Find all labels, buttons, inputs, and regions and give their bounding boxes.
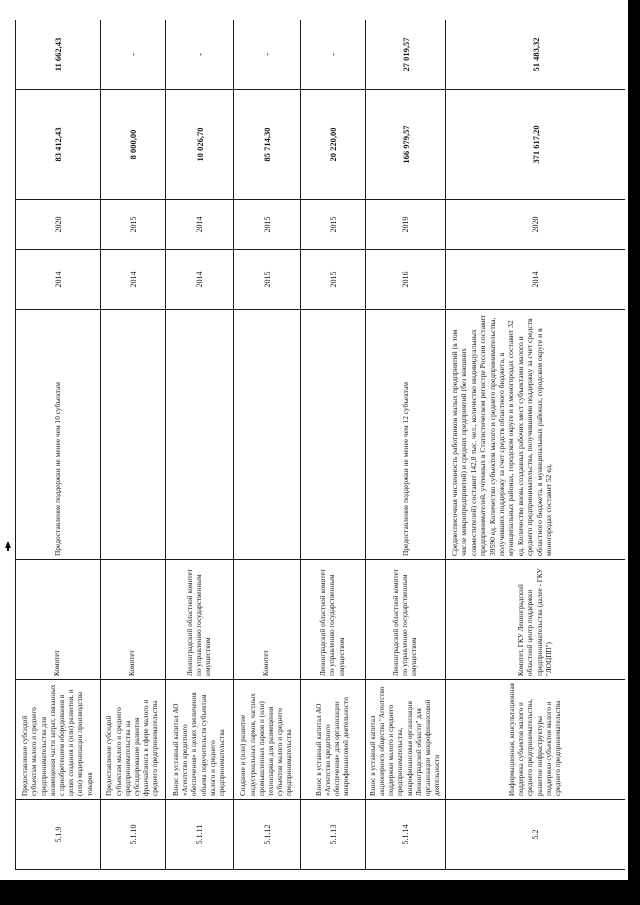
amount-cell-a: 20 220,00 <box>301 90 366 200</box>
measure-description: Взнос в уставный капитал АО «Агентство кредитного обеспечения» для организации микрофинансовой деятельности <box>301 680 366 800</box>
responsible-executor: Ленинградский областной комитет по управлению государственным имуществом <box>366 560 446 680</box>
row-number: 5.1.13 <box>301 800 366 870</box>
start-year: 2014 <box>101 250 166 310</box>
program-measures-table <box>15 20 625 870</box>
end-year: 2019 <box>366 200 446 250</box>
expected-result <box>234 310 301 560</box>
scan-mark-icon <box>5 541 11 548</box>
amount-cell-a: 83 412,43 <box>16 90 101 200</box>
amount-cell-b: 11 662,43 <box>16 20 101 90</box>
scan-edge-bottom <box>0 880 640 905</box>
measure-description: Информационная, консультационная поддержка субъектов малого и среднего предпринимательства, развитие инфраструктуры поддержки субъектов малого и среднего предпринимательства <box>446 680 626 800</box>
table-row <box>101 20 166 870</box>
row-number: 5.1.12 <box>234 800 301 870</box>
row-number: 5.1.10 <box>101 800 166 870</box>
measure-description: Предоставление субсидий субъектам малого и среднего предпринимательства для возмещения части затрат, связанных с приобретением оборудования в целях создания и (или) развития, и (или) модернизации производства товаров <box>16 680 101 800</box>
responsible-executor: Комитет <box>16 560 101 680</box>
expected-result: Предоставление поддержки не менее чем 12 субъектам <box>366 310 446 560</box>
measure-description: Создание и (или) развитие индустриальных парков, частных промышленных парков и (или) технопарков для размещения субъектов малого и среднего предпринимательства <box>234 680 301 800</box>
table-row <box>301 20 366 870</box>
amount-cell-a: 8 000,00 <box>101 90 166 200</box>
responsible-executor: Комитет <box>101 560 166 680</box>
measure-description: Предоставление субсидий субъектам малого и среднего предпринимательства на субсидирование развития франчайзинга в сфере малого и среднего предпринимательства <box>101 680 166 800</box>
amount-cell-b: 51 483,32 <box>446 20 626 90</box>
row-number: 5.2 <box>446 800 626 870</box>
amount-cell-a: 166 979,57 <box>366 90 446 200</box>
amount-cell-b: - <box>166 20 234 90</box>
row-number: 5.1.9 <box>16 800 101 870</box>
table-row <box>234 20 301 870</box>
responsible-executor: Ленинградский областной комитет по управлению государственным имуществом <box>166 560 234 680</box>
expected-result <box>301 310 366 560</box>
responsible-executor: Комитет <box>234 560 301 680</box>
end-year: 2015 <box>101 200 166 250</box>
amount-cell-b: - <box>101 20 166 90</box>
start-year: 2014 <box>446 250 626 310</box>
responsible-executor: Комитет, ГКУ Ленинградский областной центр поддержки предпринимательства (далее - ГКУ "ЛОЦПП") <box>446 560 626 680</box>
table-row <box>166 20 234 870</box>
start-year: 2015 <box>234 250 301 310</box>
row-number: 5.1.11 <box>166 800 234 870</box>
amount-cell-a: 10 026,70 <box>166 90 234 200</box>
expected-result <box>101 310 166 560</box>
end-year: 2015 <box>234 200 301 250</box>
amount-cell-b: - <box>301 20 366 90</box>
start-year: 2015 <box>301 250 366 310</box>
expected-result: Среднесписочная численность работников малых предприятий (в том числе микропредприятий) и средних предприятий (без внешних совместителей) составит 142,8 тыс. чел., количество индивидуальных предпринимателей, учтенных в Статистическом регистре России составит 39590 ед. Количество субъектов малого и среднего предпринимательства, получивших поддержку за счет средств областного бюджета, в муниципальных районах, городском округе и в моногородах составит 32 ед. Количество вновь созданных рабочих мест субъектами малого и среднего предпринимательства, получившими поддержку за счет средств областного бюджета, в муниципальных районах, городском округе и в моногородах составит 52 ед. <box>446 310 626 560</box>
scan-edge-right <box>628 0 640 880</box>
table-row <box>16 20 101 870</box>
table-row <box>446 20 626 870</box>
measure-description: Взнос в уставный капитал акционерного общества "Агентство поддержки малого и среднего предпринимательства, микрофинансовая организация Ленинградской области" для организации микрофинансовой деятельности <box>366 680 446 800</box>
expected-result <box>166 310 234 560</box>
start-year: 2016 <box>366 250 446 310</box>
amount-cell-b: - <box>234 20 301 90</box>
amount-cell-a: 371 617,20 <box>446 90 626 200</box>
start-year: 2014 <box>16 250 101 310</box>
end-year: 2020 <box>16 200 101 250</box>
responsible-executor: Ленинградский областной комитет по управлению государственным имуществом <box>301 560 366 680</box>
end-year: 2014 <box>166 200 234 250</box>
end-year: 2020 <box>446 200 626 250</box>
start-year: 2014 <box>166 250 234 310</box>
amount-cell-b: 27 019,57 <box>366 20 446 90</box>
end-year: 2015 <box>301 200 366 250</box>
row-number: 5.1.14 <box>366 800 446 870</box>
measure-description: Взнос в уставный капитал АО «Агентство кредитного обеспечения» в целях увеличения объема поручительств субъектам малого и среднего предпринимательства <box>166 680 234 800</box>
expected-result: Предоставление поддержки не менее чем 10 субъектам <box>16 310 101 560</box>
amount-cell-a: 85 714,30 <box>234 90 301 200</box>
rotated-page <box>15 20 625 870</box>
table-row <box>366 20 446 870</box>
